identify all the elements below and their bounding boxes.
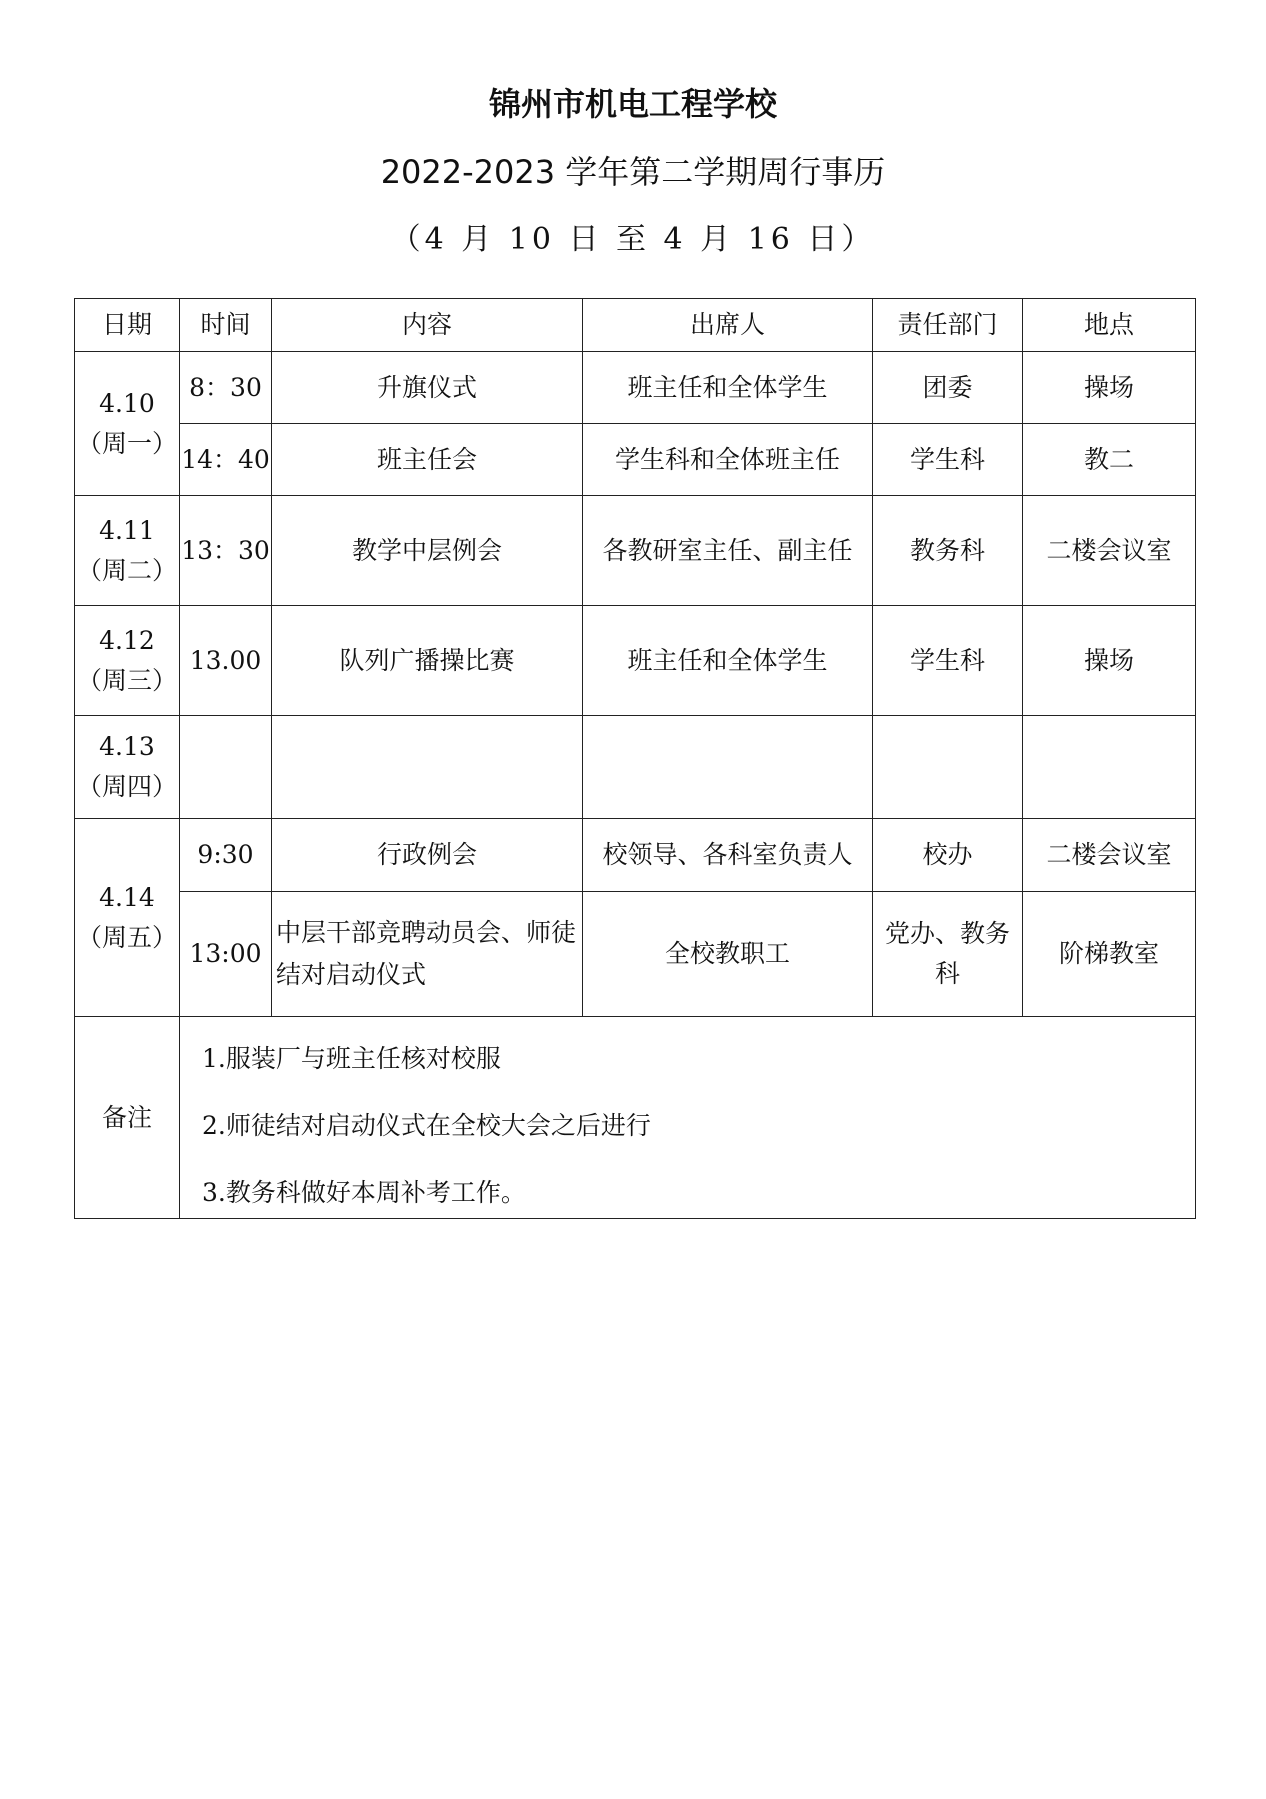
content-cell: 教学中层例会 bbox=[272, 496, 583, 606]
content-cell: 升旗仪式 bbox=[272, 352, 583, 424]
table-row bbox=[75, 716, 1196, 819]
table-row bbox=[75, 892, 1196, 1017]
col-header-content: 内容 bbox=[272, 299, 583, 352]
time-cell: 13.00 bbox=[180, 606, 272, 716]
header-row bbox=[75, 299, 1196, 352]
place-cell: 教二 bbox=[1023, 424, 1196, 496]
content-cell: 行政例会 bbox=[272, 819, 583, 892]
attendees-cell bbox=[583, 716, 873, 819]
time-cell bbox=[180, 716, 272, 819]
col-header-date: 日期 bbox=[75, 299, 180, 352]
date-cell bbox=[75, 352, 180, 496]
date-cell bbox=[75, 716, 180, 819]
time-cell: 14：40 bbox=[180, 424, 272, 496]
place-cell: 阶梯教室 bbox=[1023, 892, 1196, 1017]
time-cell: 13:00 bbox=[180, 892, 272, 1017]
note-item: 2.师徒结对启动仪式在全校大会之后进行 bbox=[202, 1111, 651, 1140]
table-row bbox=[75, 352, 1196, 424]
content-cell bbox=[272, 716, 583, 819]
table-row bbox=[75, 819, 1196, 892]
dept-cell bbox=[873, 716, 1023, 819]
date-cell bbox=[75, 819, 180, 1017]
place-cell bbox=[1023, 716, 1196, 819]
calendar-title: 2022-2023 学年第二学期周行事历 bbox=[380, 153, 886, 191]
content-cell: 队列广播操比赛 bbox=[272, 606, 583, 716]
place-cell: 二楼会议室 bbox=[1023, 496, 1196, 606]
attendees-cell: 全校教职工 bbox=[583, 892, 873, 1017]
dept-cell: 校办 bbox=[873, 819, 1023, 892]
table-row bbox=[75, 606, 1196, 716]
col-header-dept: 责任部门 bbox=[873, 299, 1023, 352]
col-header-place: 地点 bbox=[1023, 299, 1196, 352]
weekday: （周四） bbox=[76, 772, 177, 801]
weekly-calendar-table bbox=[74, 298, 1196, 1219]
date-range: （4 月 10 日 至 4 月 16 日） bbox=[390, 222, 876, 257]
note-item: 3.教务科做好本周补考工作。 bbox=[202, 1178, 526, 1207]
col-header-attendees: 出席人 bbox=[583, 299, 873, 352]
table-row bbox=[75, 424, 1196, 496]
time-cell: 8：30 bbox=[180, 352, 272, 424]
time-cell: 9:30 bbox=[180, 819, 272, 892]
weekday: （周三） bbox=[76, 665, 177, 695]
date-cell bbox=[75, 606, 180, 716]
dept-cell: 党办、教务科 bbox=[873, 892, 1023, 1017]
date: 4.13 bbox=[99, 732, 155, 761]
date: 4.11 bbox=[99, 515, 155, 545]
place-cell: 操场 bbox=[1023, 606, 1196, 716]
date-cell bbox=[75, 496, 180, 606]
attendees-cell: 班主任和全体学生 bbox=[583, 606, 873, 716]
attendees-cell: 各教研室主任、副主任 bbox=[583, 496, 873, 606]
attendees-cell: 班主任和全体学生 bbox=[583, 352, 873, 424]
place-cell: 操场 bbox=[1023, 352, 1196, 424]
dept-cell: 团委 bbox=[873, 352, 1023, 424]
dept-cell: 学生科 bbox=[873, 606, 1023, 716]
notes-label: 备注 bbox=[75, 1017, 180, 1219]
content-cell: 中层干部竞聘动员会、师徒结对启动仪式 bbox=[272, 892, 583, 1017]
notes-row bbox=[75, 1017, 1196, 1219]
content-cell: 班主任会 bbox=[272, 424, 583, 496]
attendees-cell: 校领导、各科室负责人 bbox=[583, 819, 873, 892]
place-cell: 二楼会议室 bbox=[1023, 819, 1196, 892]
attendees-cell: 学生科和全体班主任 bbox=[583, 424, 873, 496]
col-header-time: 时间 bbox=[180, 299, 272, 352]
weekday: （周一） bbox=[76, 428, 177, 458]
note-item: 1.服装厂与班主任核对校服 bbox=[202, 1044, 501, 1073]
weekday: （周五） bbox=[76, 922, 177, 952]
weekday: （周二） bbox=[76, 555, 177, 585]
school-name: 锦州市机电工程学校 bbox=[488, 85, 777, 123]
dept-cell: 学生科 bbox=[873, 424, 1023, 496]
time-cell: 13：30 bbox=[180, 496, 272, 606]
date: 4.10 bbox=[99, 388, 155, 418]
date: 4.14 bbox=[99, 882, 155, 912]
table-row bbox=[75, 496, 1196, 606]
notes-cell bbox=[180, 1017, 1196, 1219]
date: 4.12 bbox=[99, 625, 155, 655]
dept-cell: 教务科 bbox=[873, 496, 1023, 606]
